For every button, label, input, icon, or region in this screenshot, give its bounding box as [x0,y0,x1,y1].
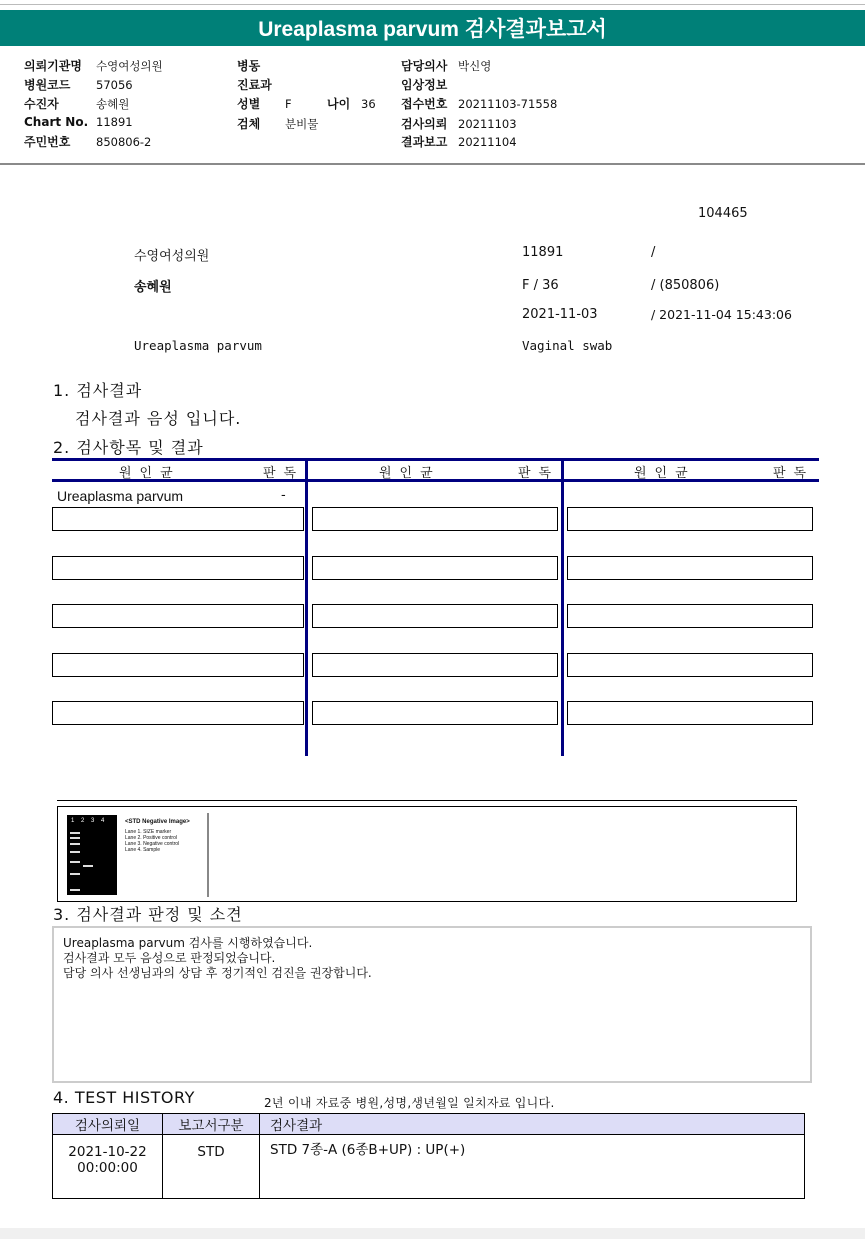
hospital-code-row [24,76,133,93]
col2-pathogen-header: 원인균 [379,466,441,481]
specimen-value: 분비물 [285,117,319,131]
section1-title: 1. 검사결과 [53,381,143,400]
lane-number: 1 [71,818,75,824]
sex-label: 성별 [237,97,261,111]
request-label: 검사의뢰 [401,117,448,131]
col1-pathogen-header: 원인균 [119,466,181,481]
row1-judgement: - [281,488,286,503]
gel-band [70,832,80,834]
clinical-label: 임상정보 [401,78,448,92]
row1-pathogen: Ureaplasma parvum [57,488,184,504]
gel-title: <STD Negative Image> [125,819,190,825]
report-row [401,133,517,150]
doctor-label: 담당의사 [401,59,448,73]
table-row [53,1135,805,1199]
result-box [312,604,558,628]
hospital-code-label: 병원코드 [24,78,71,92]
section1-result: 검사결과 음성 입니다. [75,409,242,428]
report-label: 결과보고 [401,135,448,149]
table-divider-1 [305,458,308,756]
gel-band [70,889,80,891]
summary-chart: 11891 [522,245,564,260]
lane-number: 2 [81,818,85,824]
section2-title: 2. 검사항목 및 결과 [53,438,204,457]
table-top-rule [52,458,819,461]
summary-sex-age: F / 36 [522,278,559,293]
lane-number: 3 [91,818,95,824]
result-box [567,604,813,628]
result-box [312,556,558,580]
sex-age-row [237,95,376,112]
result-box [567,556,813,580]
gel-band [70,843,80,845]
col1-judgement-header: 판독 [263,466,305,481]
summary-institution: 수영여성의원 [134,249,210,264]
gel-band [70,851,80,853]
summary-patient: 송혜원 [134,280,172,295]
opinion-line: Ureaplasma parvum 검사를 시행하였습니다. [63,936,313,950]
top-rule [0,4,865,5]
summary-slash: / [651,245,656,260]
patient-row [24,95,129,112]
result-box [52,556,304,580]
result-box [567,653,813,677]
lane-numbers [71,818,104,824]
receipt-label: 접수번호 [401,97,448,111]
dept-row [237,76,272,93]
history-type: STD [163,1135,260,1199]
dept-label: 진료과 [237,78,272,92]
history-time: 00:00:00 [77,1160,138,1176]
report-value: 20211104 [458,135,517,149]
gel-legend-item: Lane 4. Sample [125,847,161,853]
institution-row [24,57,163,74]
clinical-row [401,76,447,93]
section3-title: 3. 검사결과 판정 및 소견 [53,905,243,924]
result-box [52,604,304,628]
sex-value: F [285,97,292,111]
summary-specimen: Vaginal swab [522,338,613,353]
specimen-row [237,115,318,132]
gel-legend-item: Lane 2. Positive control [125,835,177,841]
gel-legend-item: Lane 3. Negative control [125,841,180,847]
history-header-date: 검사의뢰일 [53,1114,163,1135]
doctor-row [401,57,491,74]
gel-band [70,837,80,839]
table-divider-2 [561,458,564,756]
history-table [52,1113,805,1199]
lane-number: 4 [101,818,105,824]
summary-test-name: Ureaplasma parvum [134,338,262,353]
image-top-rule [57,800,797,801]
age-value: 36 [361,97,376,111]
specimen-label: 검체 [237,117,261,131]
history-result: STD 7종-A (6종B+UP) : UP(+) [260,1135,805,1199]
result-box [52,701,304,725]
age-label: 나이 [327,97,351,111]
id-value: 850806-2 [96,135,152,149]
col3-pathogen-header: 원인균 [634,466,696,481]
chart-value: 11891 [96,115,133,129]
gel-electrophoresis-image [65,813,209,897]
section4-title: 4. TEST HISTORY [53,1088,195,1107]
history-header-type: 보고서구분 [163,1114,260,1135]
result-box [567,507,813,531]
receipt-value: 20211103-71558 [458,97,558,111]
summary-request-date: 2021-11-03 [522,307,598,322]
history-header-result: 검사결과 [260,1114,805,1135]
receipt-row [401,95,557,112]
opinion-line: 검사결과 모두 음성으로 판정되었습니다. [63,951,276,965]
ward-label: 병동 [237,59,261,73]
request-value: 20211103 [458,117,517,131]
doc-number: 104465 [698,206,748,221]
header-separator [0,163,865,165]
patient-value: 송혜원 [96,97,130,111]
gel-legend-item: Lane 1. SIZE marker [125,829,172,835]
chart-label: Chart No. [24,115,89,129]
hospital-code-value: 57056 [96,78,133,92]
opinion-line: 담당 의사 선생님과의 상담 후 정기적인 검진을 권장합니다. [63,966,372,980]
patient-label: 수진자 [24,97,59,111]
result-box [312,701,558,725]
result-box [312,653,558,677]
id-row [24,133,151,150]
gel-lanes [67,815,117,895]
request-row [401,115,517,132]
doctor-value: 박신영 [458,59,492,73]
opinion-box [52,926,812,1083]
result-box [52,653,304,677]
col3-judgement-header: 판독 [773,466,815,481]
gel-band [83,865,93,867]
result-box [52,507,304,531]
history-date-cell [53,1135,163,1199]
result-box [567,701,813,725]
chart-row [24,115,133,129]
gel-band [70,873,80,875]
institution-label: 의뢰기관명 [24,59,82,73]
id-label: 주민번호 [24,135,71,149]
history-date: 2021-10-22 [68,1144,147,1160]
institution-value: 수영여성의원 [96,59,163,73]
report-title: Ureaplasma parvum 검사결과보고서 [0,10,865,46]
summary-birth: / (850806) [651,278,720,293]
ward-row [237,57,260,74]
history-note: 2년 이내 자료중 병원,성명,생년월일 일치자료 입니다. [264,1096,555,1110]
summary-report-datetime: / 2021-11-04 15:43:06 [651,307,792,322]
col2-judgement-header: 판독 [518,466,560,481]
result-box [312,507,558,531]
gel-band [70,861,80,863]
gel-legend [125,819,190,853]
